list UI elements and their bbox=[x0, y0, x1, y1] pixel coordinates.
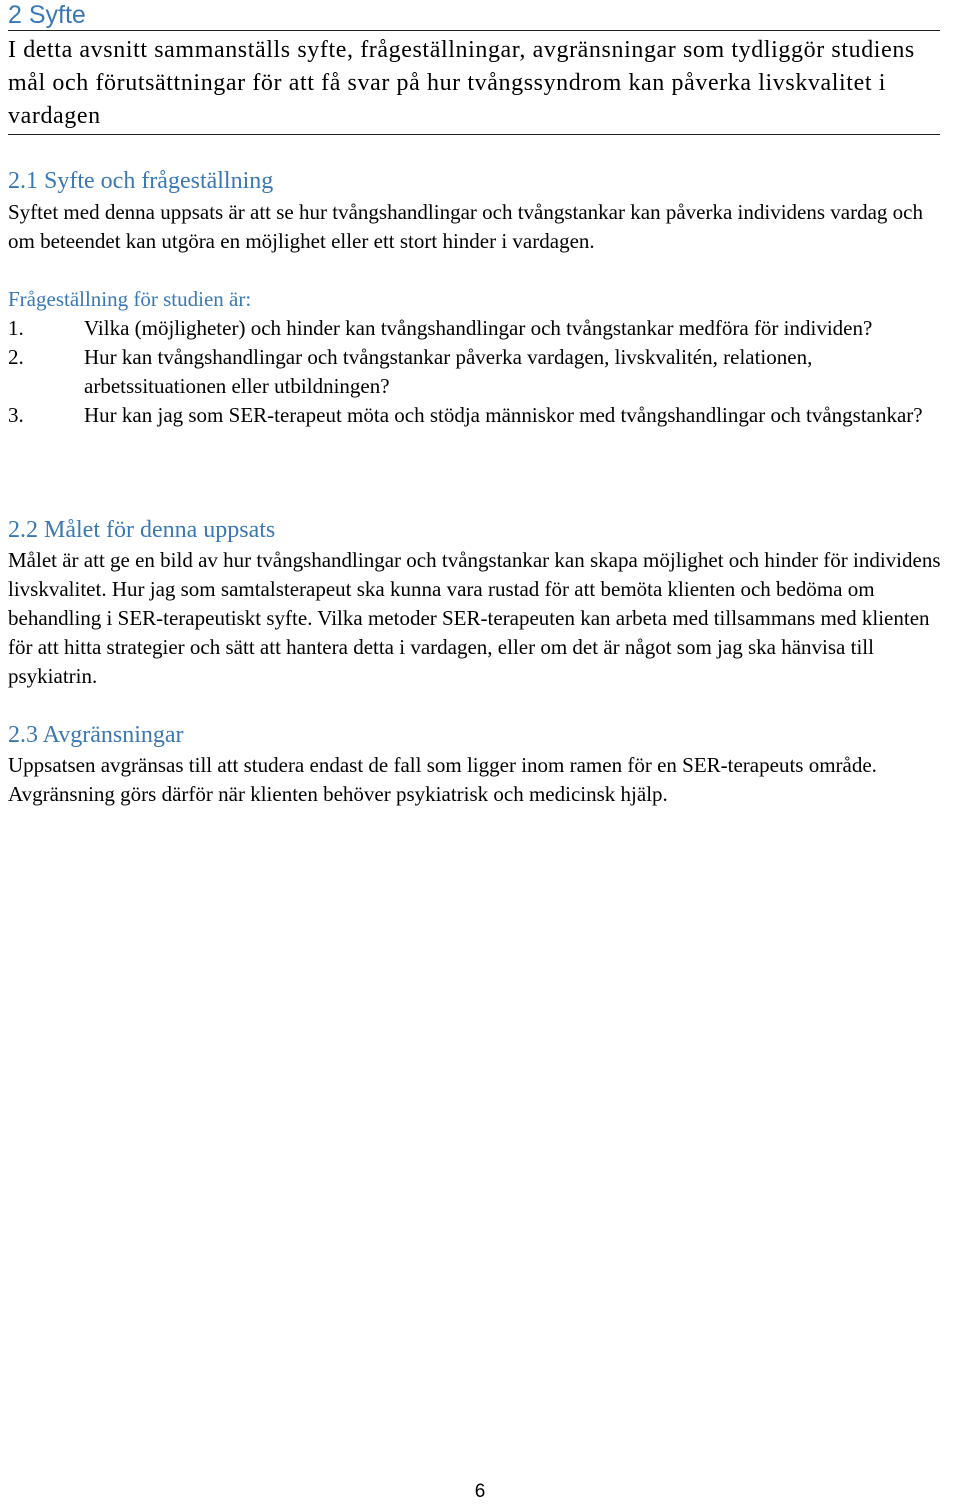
subsection-body-2-1: Syftet med denna uppsats är att se hur tvångshandlingar och tvångstankar kan påverka individens vardag och om beteendet kan utgöra en möjlighet eller ett stort hinder i vardagen. bbox=[8, 200, 923, 253]
question-text: Hur kan tvångshandlingar och tvångstankar påverka vardagen, livskvalitén, relationen, arbetssituationen eller utbildningen? bbox=[84, 345, 813, 398]
question-number: 1. bbox=[8, 316, 24, 340]
question-list bbox=[8, 314, 942, 430]
subsection-body-2-2: Målet är att ge en bild av hur tvångshandlingar och tvångstankar kan skapa möjlighet och hinder för individens livskvalitet. Hur jag som samtalsterapeut ska kunna vara rustad för att bemöta klienten och bedöma om behandling i SER-terapeutiskt syfte. Vilka metoder SER-terapeuten kan arbeta med tillsammans med klienten för att hitta strategier och sätt att hantera detta i vardagen, eller om det är något som jag ska hänvisa till psykiatrin. bbox=[8, 548, 941, 688]
subsection-body-2-3: Uppsatsen avgränsas till att studera endast de fall som ligger inom ramen för en SER-terapeuts område. Avgränsning görs därför när klienten behöver psykiatrisk och medicinsk hjälp. bbox=[8, 753, 877, 806]
subsection-heading-2-3: 2.3 Avgränsningar bbox=[8, 722, 184, 748]
subsection-heading-2-1: 2.1 Syfte och frågeställning bbox=[8, 168, 274, 194]
title-underline bbox=[8, 30, 940, 31]
question-number: 3. bbox=[8, 403, 24, 427]
question-text: Vilka (möjligheter) och hinder kan tvångshandlingar och tvångstankar medföra för individen? bbox=[84, 316, 873, 340]
list-item bbox=[8, 343, 942, 401]
intro-underline bbox=[8, 134, 940, 135]
question-text: Hur kan jag som SER-terapeut möta och stödja människor med tvångshandlingar och tvångstankar? bbox=[84, 403, 923, 427]
questions-heading: Frågeställning för studien är: bbox=[8, 287, 252, 311]
question-number: 2. bbox=[8, 345, 24, 369]
list-item bbox=[8, 314, 942, 343]
page-number: 6 bbox=[474, 1481, 486, 1502]
list-item bbox=[8, 401, 942, 430]
section-intro: I detta avsnitt sammanställs syfte, frågeställningar, avgränsningar som tydliggör studiens mål och förutsättningar för att få svar på hur tvångssyndrom kan påverka livskvalitet i vardagen bbox=[8, 37, 915, 129]
subsection-heading-2-2: 2.2 Målet för denna uppsats bbox=[8, 517, 276, 543]
section-title: 2 Syfte bbox=[8, 1, 86, 29]
